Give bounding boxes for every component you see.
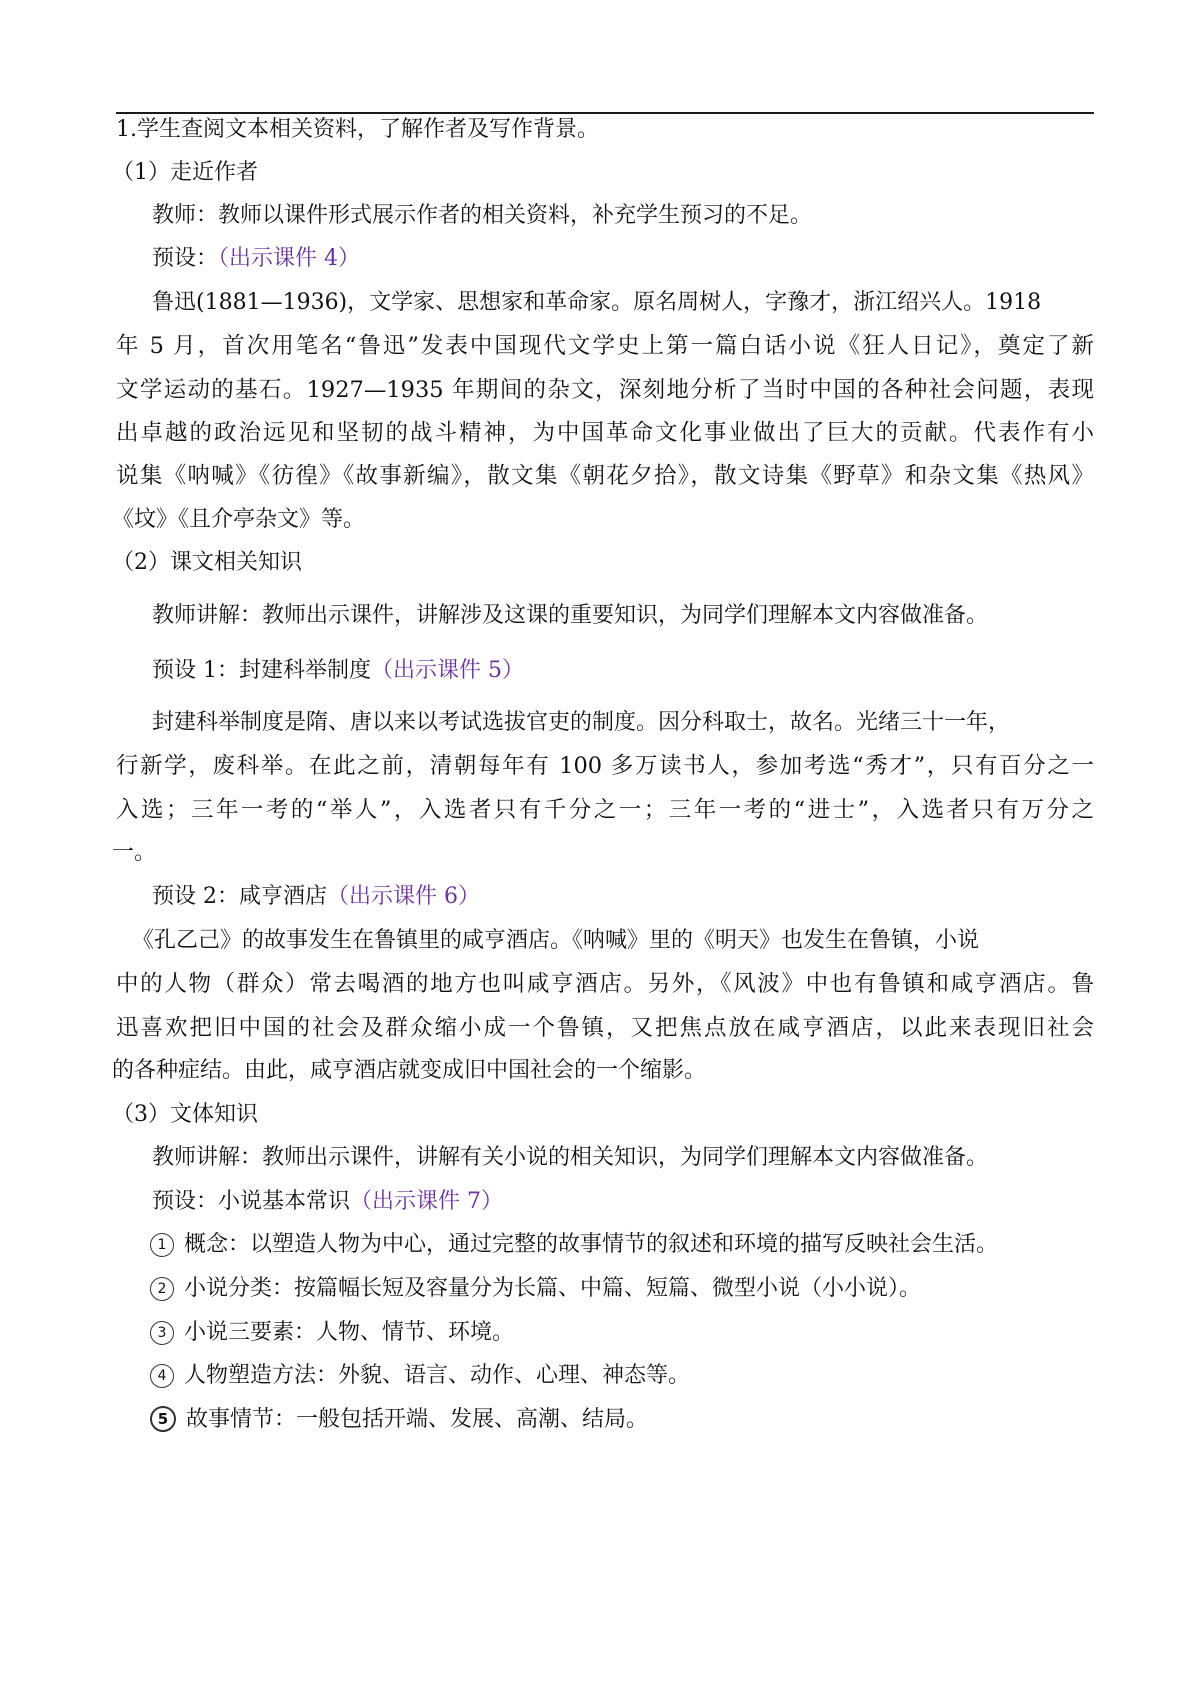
- paragraph-line: 年 5 月，首次用笔名“鲁迅”发表中国现代文学史上第一篇白话小说《狂人日记》，奠定了新: [116, 333, 1094, 359]
- courseware-link: （出示课件 6）: [327, 884, 480, 909]
- preset-line-2: [152, 656, 524, 686]
- preset-label: 预设 1：封建科举制度: [152, 658, 371, 683]
- paragraph-line: 文学运动的基石。1927—1935 年期间的杂文，深刻地分析了当时中国的各种社会问题，表现: [116, 377, 1094, 403]
- teacher-instruction-1: 教师：教师以课件形式展示作者的相关资料，补充学生预习的不足。: [152, 203, 813, 228]
- preset-line-4: [152, 1187, 503, 1217]
- paragraph-line: 出卓越的政治远见和坚韧的战斗精神，为中国革命文化事业做出了巨大的贡献。代表作有小: [116, 420, 1094, 446]
- paragraph-line: 封建科举制度是隋、唐以来以考试选拔官吏的制度。因分科取士，故名。光绪三十一年，: [152, 710, 1011, 735]
- subsection-title-1: （1）走近作者: [112, 160, 258, 185]
- courseware-link: （出示课件 4）: [218, 246, 361, 271]
- paragraph-line: 说集《呐喊》《彷徨》《故事新编》，散文集《朝花夕拾》，散文诗集《野草》和杂文集《热风》: [116, 463, 1094, 489]
- subsection-title-3: （3）文体知识: [112, 1102, 258, 1127]
- paragraph-line: 的各种症结。由此，咸亨酒店就变成旧中国社会的一个缩影。: [112, 1058, 707, 1083]
- paragraph-line: 中的人物（群众）常去喝酒的地方也叫咸亨酒店。另外，《风波》中也有鲁镇和咸亨酒店。鲁: [116, 971, 1094, 997]
- teacher-instruction-2: 教师讲解：教师出示课件，讲解涉及这课的重要知识，为同学们理解本文内容做准备。: [152, 603, 989, 628]
- paragraph-line: 《坟》《且介亭杂文》等。: [112, 507, 366, 532]
- preset-label: 预设 2：咸亨酒店: [152, 884, 327, 909]
- preset-label: 预设：小说基本常识: [152, 1189, 351, 1214]
- list-item: [150, 1361, 690, 1391]
- list-item-text: 概念：以塑造人物为中心，通过完整的故事情节的叙述和环境的描写反映社会生活。: [184, 1232, 999, 1257]
- section-heading: 1.学生查阅文本相关资料，了解作者及写作背景。: [116, 117, 599, 142]
- item-number-badge: 2: [150, 1277, 174, 1301]
- paragraph-line: 入选；三年一考的“举人”，入选者只有千分之一；三年一考的“进士”，入选者只有万分之: [116, 797, 1094, 823]
- list-item-text: 故事情节：一般包括开端、发展、高潮、结局。: [186, 1407, 649, 1432]
- list-item-text: 小说三要素：人物、情节、环境。: [184, 1320, 515, 1345]
- preset-label: 预设：: [152, 246, 219, 271]
- list-item-text: 人物塑造方法：外貌、语言、动作、心理、神态等。: [184, 1363, 691, 1388]
- courseware-link: （出示课件 5）: [371, 658, 524, 683]
- courseware-link: （出示课件 7）: [350, 1189, 504, 1214]
- list-item: [150, 1318, 514, 1348]
- paragraph-line: 迅喜欢把旧中国的社会及群众缩小成一个鲁镇，又把焦点放在咸亨酒店，以此来表现旧社会: [116, 1015, 1094, 1041]
- teacher-instruction-3: 教师讲解：教师出示课件，讲解有关小说的相关知识，为同学们理解本文内容做准备。: [152, 1145, 989, 1170]
- item-number-badge: 5: [150, 1406, 176, 1432]
- top-rule: [116, 112, 1094, 114]
- item-number-badge: 3: [150, 1321, 174, 1345]
- list-item: [150, 1405, 648, 1435]
- paragraph-line: 《孔乙己》的故事发生在鲁镇里的咸亨酒店。《呐喊》里的《明天》也发生在鲁镇，小说: [132, 928, 980, 953]
- paragraph-line: 一。: [112, 840, 157, 865]
- preset-line-1: [152, 244, 360, 274]
- paragraph-line: 鲁迅(1881—1936)，文学家、思想家和革命家。原名周树人，字豫才，浙江绍兴人。1918: [152, 290, 1042, 315]
- list-item: [150, 1274, 921, 1304]
- subsection-title-2: （2）课文相关知识: [112, 550, 302, 575]
- list-item-text: 小说分类：按篇幅长短及容量分为长篇、中篇、短篇、微型小说（小小说）。: [184, 1276, 922, 1301]
- preset-line-3: [152, 882, 480, 912]
- item-number-badge: 4: [150, 1364, 174, 1388]
- paragraph-line: 行新学，废科举。在此之前，清朝每年有 100 多万读书人，参加考选“秀才”，只有百分之一: [116, 753, 1094, 779]
- list-item: [150, 1230, 998, 1260]
- item-number-badge: 1: [150, 1233, 174, 1257]
